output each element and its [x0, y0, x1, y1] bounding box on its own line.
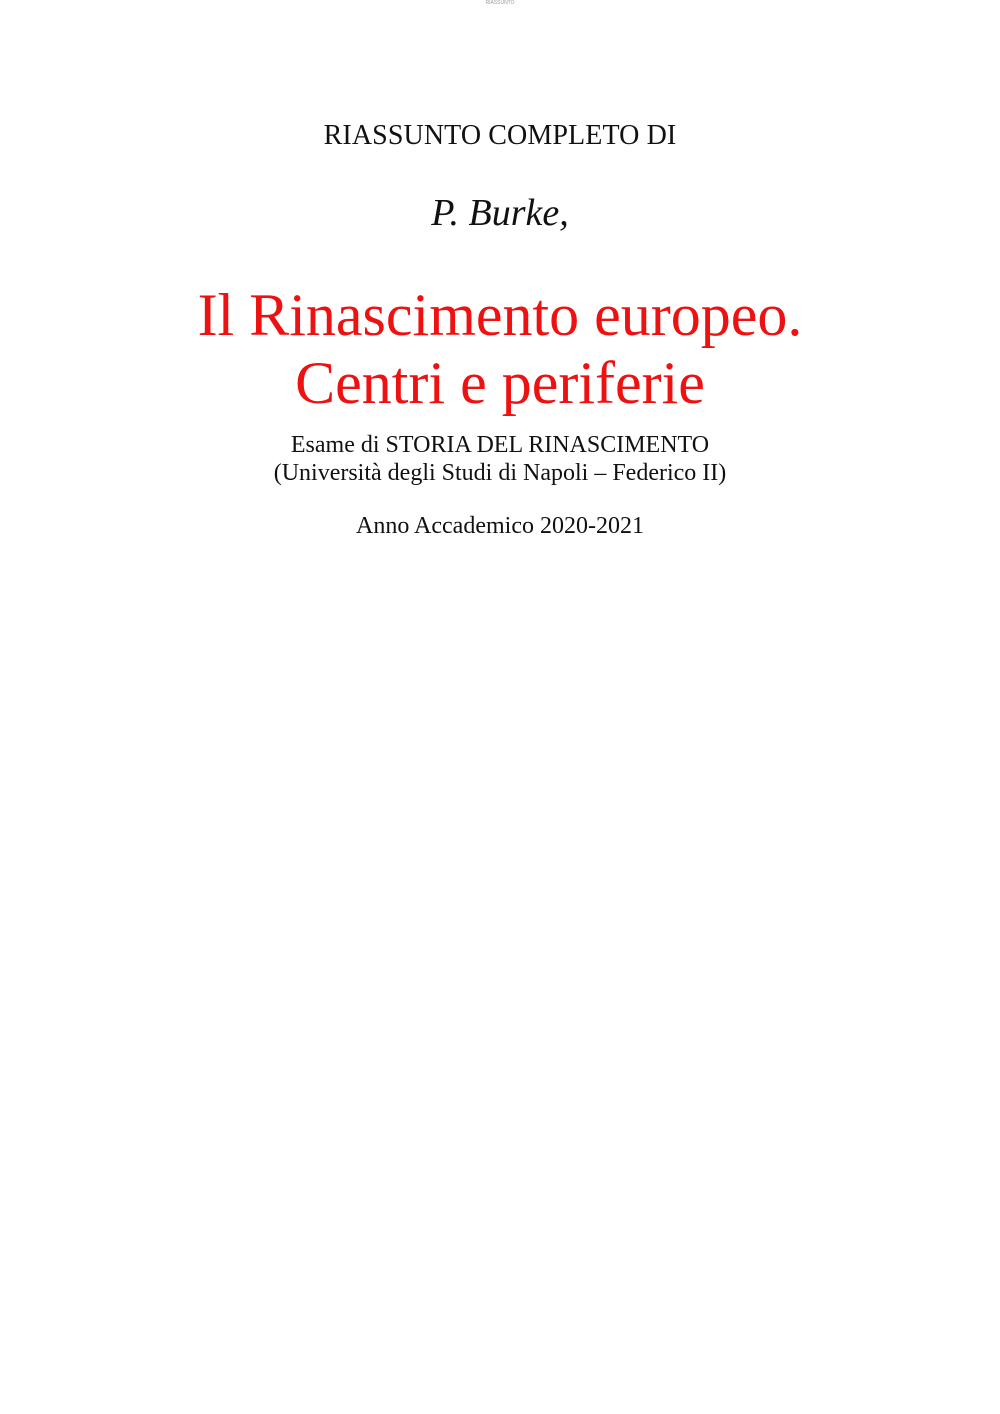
header-mark: RIASSUNTO — [485, 0, 515, 6]
summary-kicker: RIASSUNTO COMPLETO DI — [323, 120, 677, 151]
book-title-line-2: Centri e periferie — [295, 350, 705, 416]
book-title-line-1: Il Rinascimento europeo. — [197, 282, 803, 348]
university-line: (Università degli Studi di Napoli – Federico II) — [273, 460, 727, 486]
academic-year: Anno Accademico 2020-2021 — [356, 513, 644, 539]
exam-line: Esame di STORIA DEL RINASCIMENTO — [290, 432, 710, 458]
author-name: P. Burke, — [431, 192, 569, 234]
